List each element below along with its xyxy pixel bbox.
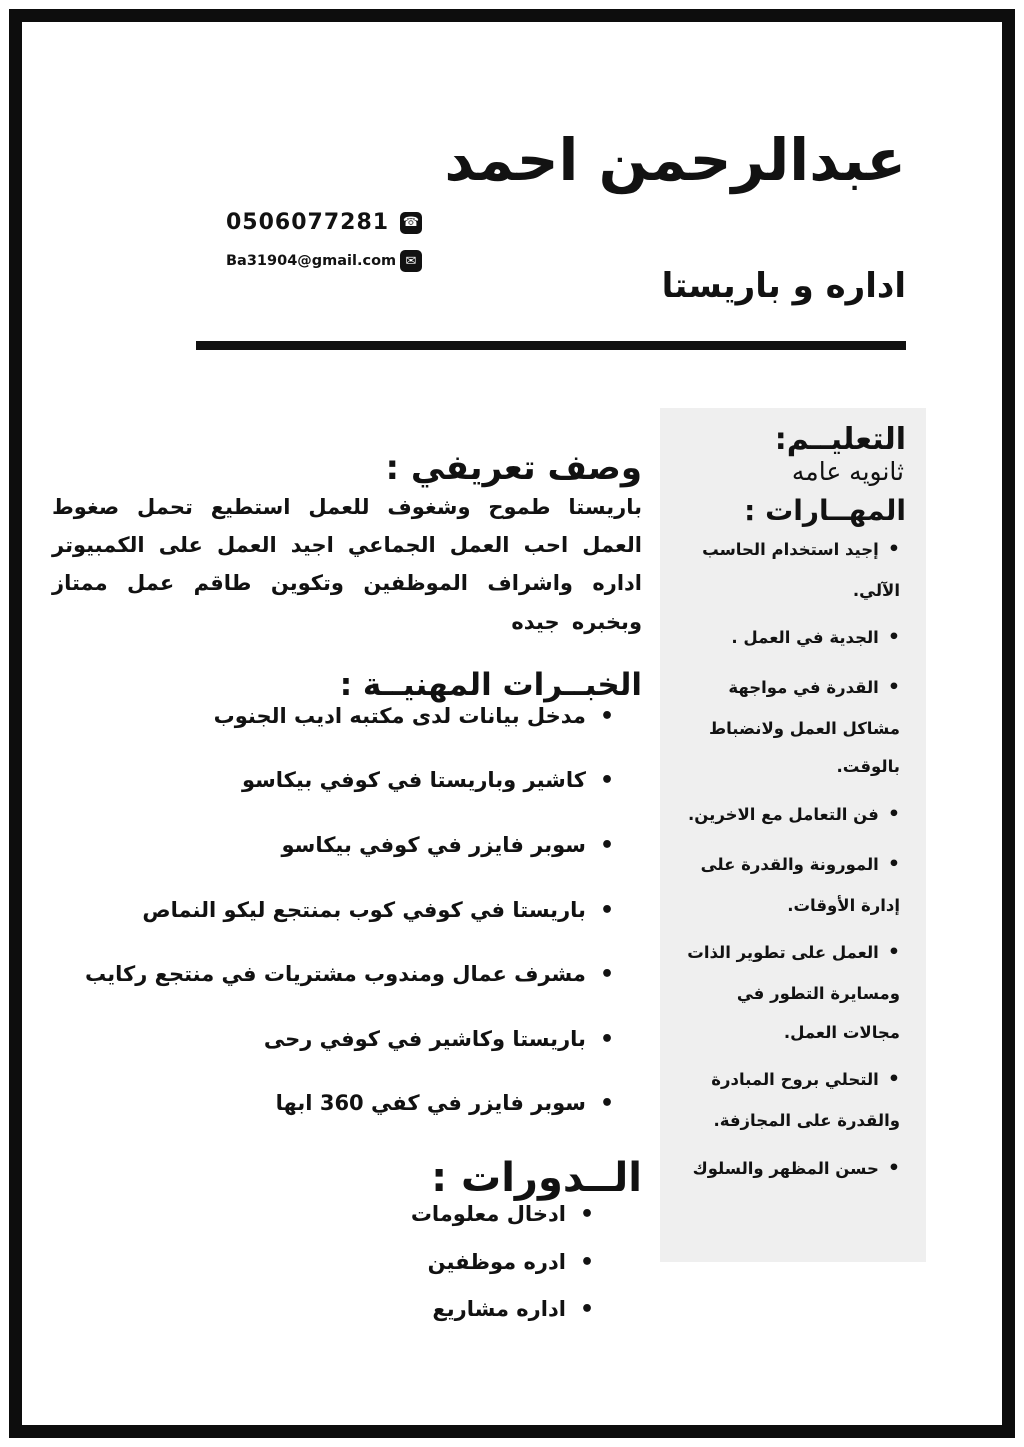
phone-row: [226, 210, 422, 235]
skill-item: • التحلي بروح المبادرة والقدرة على المجازفة.: [674, 1057, 900, 1140]
skill-item: • العمل على تطوير الذات ومسايرة التطور في مجالات العمل.: [674, 930, 900, 1052]
sidebar: [660, 408, 926, 1262]
experience-item: • سوبر فايزر في كفي 360 ابها: [52, 1090, 614, 1119]
experience-item: • باريستا في كوفي كوب بمنتجع ليكو النماص: [52, 897, 614, 926]
experience-heading: الخبــرات المهنيــة :: [339, 666, 642, 703]
skills-heading: المهــارات :: [744, 494, 906, 527]
experience-item: • سوبر فايزر في كوفي بيكاسو: [52, 832, 614, 861]
skill-item: • فن التعامل مع الاخرين.: [674, 792, 900, 837]
experience-item: • مشرف عمال ومندوب مشتريات في منتجع ركايب: [52, 961, 614, 990]
course-item: • ادخال معلومات: [52, 1201, 594, 1230]
person-name: عبدالرحمن احمد: [444, 126, 906, 194]
header-divider: [196, 341, 906, 350]
experience-item: • كاشير وباريستا في كوفي بيكاسو: [52, 767, 614, 796]
email-row: [226, 250, 422, 272]
phone-icon-glyph: ☎: [402, 215, 420, 230]
main-content: [52, 448, 642, 1344]
skill-item: • القدرة في مواجهة مشاكل العمل ولانضباط بالوقت.: [674, 665, 900, 787]
profile-text: باريستا طموح وشغوف للعمل استطيع تحمل صغوط العمل احب العمل الجماعي اجيد العمل على الكمبيوتر اداره واشراف الموظفين وتكوين طاقم عمل ممتاز وبخبره جيده: [52, 495, 642, 634]
courses-heading: الــدورات :: [431, 1155, 642, 1202]
email-address: Ba31904@gmail.com: [226, 253, 397, 269]
job-title: اداره و باريستا: [661, 266, 906, 306]
contact-block: [226, 210, 422, 287]
skill-item: • المورونة والقدرة على إدارة الأوقات.: [674, 842, 900, 925]
experience-item: • مدخل بيانات لدى مكتبه اديب الجنوب: [52, 703, 614, 732]
course-item: • ادره موظفين: [52, 1249, 594, 1278]
envelope-icon-glyph: ✉: [405, 253, 417, 269]
phone-icon: [400, 212, 422, 234]
education-heading: التعليــم:: [774, 422, 906, 457]
course-item: • اداره مشاريع: [52, 1296, 594, 1325]
courses-list: [52, 1201, 642, 1325]
profile-heading: وصف تعريفي :: [385, 448, 642, 488]
education-value: ثانويه عامه: [791, 457, 904, 486]
skill-item: • حسن المظهر والسلوك: [674, 1146, 900, 1191]
skill-item: • الجدية في العمل .: [674, 615, 900, 660]
experience-list: [52, 703, 642, 1119]
phone-number: 0506077281: [226, 210, 390, 235]
skill-item: • إجيد استخدام الحاسب الآلي.: [674, 527, 900, 610]
envelope-icon: [400, 250, 422, 272]
skills-list: [674, 527, 906, 1190]
experience-item: • باريستا وكاشير في كوفي رحى: [52, 1026, 614, 1055]
